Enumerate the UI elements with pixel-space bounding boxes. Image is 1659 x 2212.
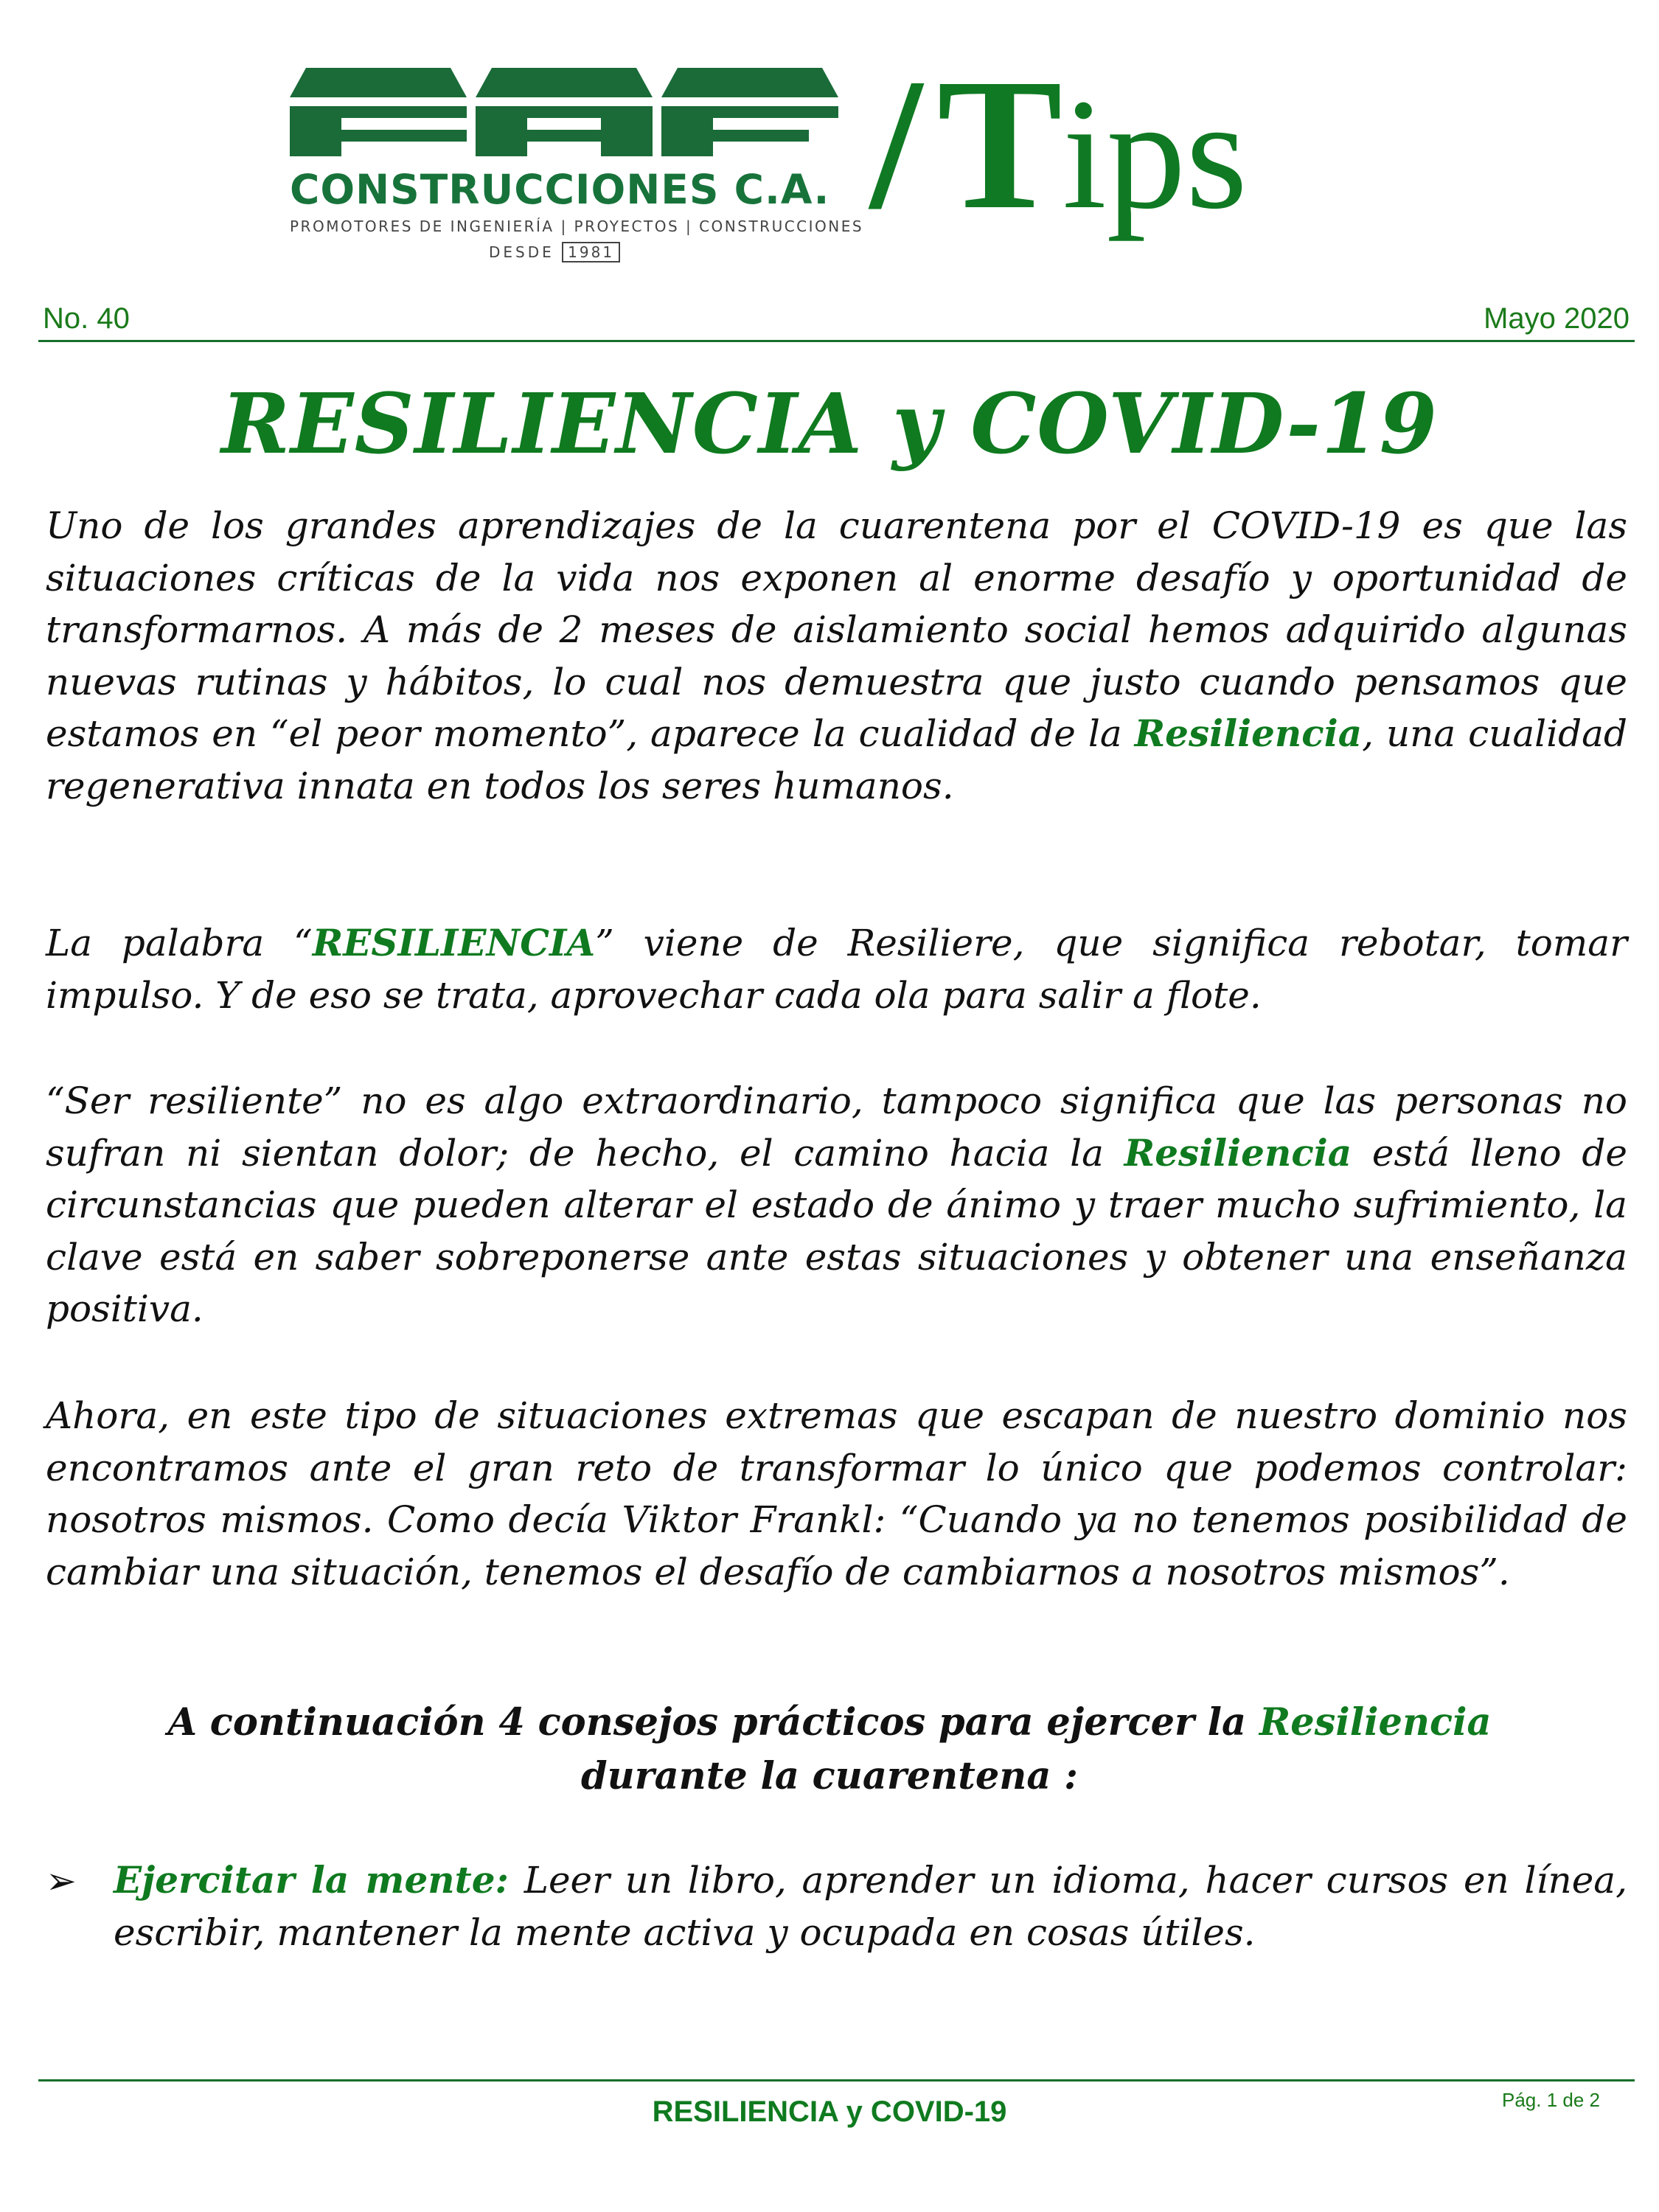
paragraph-definition — [46, 917, 1627, 1021]
paragraph-resilient — [46, 1075, 1627, 1335]
p2-text-b: ” viene de Resiliere, que significa rebotar, tomar impulso. Y de eso se trata, aprovechar cada ola para salir a flote. — [46, 922, 1628, 1017]
tips-heading — [870, 37, 1248, 248]
company-name: CONSTRUCCIONES C.A. — [290, 166, 830, 213]
issue-date: Mayo 2020 — [1484, 302, 1630, 335]
footer-divider — [38, 2079, 1635, 2081]
arrow-bullet-icon: ➢ — [46, 1860, 77, 1902]
paragraph-frankl: Ahora, en este tipo de situaciones extremas que escapan de nuestro dominio nos encontramos ante el gran reto de transformar lo único que podemos controlar: nosotros mismos. Como decía Viktor Frankl: “Cuando ya no tenemos posibilidad de cambiar una situación, tenemos el desafío de cambiarnos a nosotros mismos”. — [46, 1394, 1627, 1593]
tip-heading: Ejercitar la mente: — [114, 1858, 509, 1902]
issue-number: No. 40 — [43, 302, 130, 335]
p2-text-a: La palabra “ — [46, 922, 313, 964]
tips-intro-b: durante la cuarentena : — [581, 1754, 1078, 1798]
p1-text-a: Uno de los grandes aprendizajes de la cuarentena por el COVID-19 es que las situaciones críticas de la vida nos exponen al enorme desafío y oportunidad de transformarnos. A más de 2 meses de aislamiento social hemos adquirido algunas nuevas rutinas y hábitos, lo cual nos demuestra que justo cuando pensamos que estamos en “el peor momento”, aparece la cualidad de la — [46, 504, 1627, 755]
page-number: Pág. 1 de 2 — [1502, 2089, 1600, 2111]
tips-intro-highlight: Resiliencia — [1259, 1700, 1492, 1745]
tips-letters-ips: ips — [1062, 66, 1248, 242]
footer-title: RESILIENCIA y COVID-19 — [652, 2096, 1007, 2128]
since-year: 1981 — [562, 242, 620, 262]
p1-text-b: , una cualidad regenerativa innata en todos los seres humanos. — [46, 712, 1627, 807]
tips-intro-a: A continuación 4 consejos prácticos para ejercer la — [167, 1700, 1259, 1745]
tip-body: Leer un libro, aprender un idioma, hacer cursos en línea, escribir, mantener la mente activa y ocupada en cosas útiles. — [114, 1859, 1627, 1954]
tips-letter-t: T — [936, 41, 1062, 248]
p3-text-a: “Ser resiliente” no es algo extraordinario, tampoco significa que las personas no sufran ni sientan dolor; de hecho, el camino hacia la — [46, 1079, 1627, 1175]
tips-intro — [88, 1696, 1571, 1804]
since-text: DESDE — [489, 243, 554, 261]
paragraph-intro — [46, 500, 1627, 812]
company-logo — [290, 68, 864, 268]
p3-text-b: está lleno de circunstancias que pueden alterar el estado de ánimo y traer mucho sufrimiento, la clave está en saber sobreponerse ante estas situaciones y obtener una enseñanza positiva. — [46, 1131, 1627, 1330]
page-title: RESILIENCIA y COVID-19 — [221, 376, 1438, 473]
tips-slash: / — [870, 41, 922, 248]
p3-highlight: Resiliencia — [1124, 1130, 1352, 1175]
logo-roofs-icon — [290, 68, 839, 160]
tip-text — [114, 1854, 1627, 1959]
p2-highlight: RESILIENCIA — [312, 921, 596, 964]
since-label — [489, 243, 620, 261]
p1-highlight: Resiliencia — [1134, 712, 1363, 755]
header-divider — [38, 340, 1635, 342]
company-tagline: PROMOTORES DE INGENIERÍA | PROYECTOS | CONSTRUCCIONES — [290, 218, 864, 235]
